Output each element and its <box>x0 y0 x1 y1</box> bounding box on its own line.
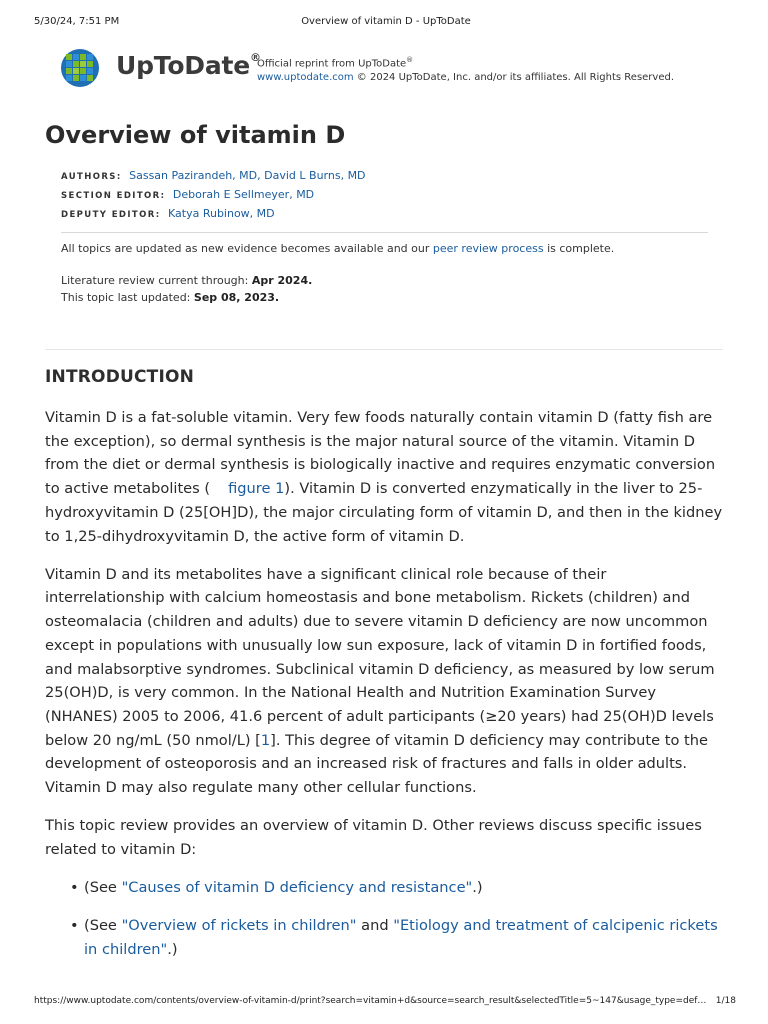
divider <box>45 349 723 350</box>
review-dates: Literature review current through: Apr 2024. This topic last updated: Sep 08, 2023. <box>61 274 313 304</box>
deputy-editor-row: DEPUTY EDITOR: Katya Rubinow, MD <box>61 207 275 220</box>
divider <box>61 232 708 233</box>
list-item: • (See "Overview of rickets in children" and "Etiology and treatment of calcipenic rickets in children".) <box>70 914 725 961</box>
update-notice: All topics are updated as new evidence becomes available and our peer review process is complete. <box>61 242 615 255</box>
print-header <box>34 16 738 30</box>
related-topics-list <box>70 876 725 962</box>
author-link[interactable]: Sassan Pazirandeh, MD <box>129 169 258 182</box>
print-url: https://www.uptodate.com/contents/overview-of-vitamin-d/print?search=vitamin+d&source=search_result&selectedTitle=5~147&usage_type=def… <box>34 996 707 1006</box>
reference-link[interactable]: 1 <box>260 731 271 749</box>
topic-link[interactable]: "Overview of rickets in children" <box>121 917 357 935</box>
deputy-editor-link[interactable]: Katya Rubinow, MD <box>168 207 275 220</box>
paragraph: Vitamin D is a fat-soluble vitamin. Very few foods naturally contain vitamin D (fatty fish are the exception), so dermal synthesis is the major natural source of the vitamin. Vitamin D from the diet or dermal synthesis is biologically inactive and requires enzymatic conversion to active metabolites ( figure 1). Vitamin D is converted enzymatically in the liver to 25-hydroxyvitamin D (25[OH]D), the major circulating form of vitamin D, and then in the kidney to 1,25-dihydroxyvitamin D, the active form of vitamin D. <box>45 409 723 545</box>
brand-header <box>60 48 700 88</box>
page-title: Overview of vitamin D <box>45 121 346 149</box>
paragraph: This topic review provides an overview of vitamin D. Other reviews discuss specific issues related to vitamin D: <box>45 817 702 858</box>
peer-review-link[interactable]: peer review process <box>432 242 544 255</box>
topic-link[interactable]: "Causes of vitamin D deficiency and resistance" <box>121 879 473 897</box>
page-number: 1/18 <box>715 996 736 1006</box>
print-footer <box>34 996 736 1010</box>
site-link[interactable]: www.uptodate.com <box>257 72 354 84</box>
reprint-notice: Official reprint from UpToDate® www.uptodate.com © 2024 UpToDate, Inc. and/or its affiliates. All Rights Reserved. <box>257 56 675 84</box>
author-link[interactable]: David L Burns, MD <box>264 169 366 182</box>
authors-row: AUTHORS: Sassan Pazirandeh, MD, David L Burns, MD <box>61 169 366 182</box>
article-body <box>45 406 725 976</box>
section-editor-row: SECTION EDITOR: Deborah E Sellmeyer, MD <box>61 188 315 201</box>
section-editor-link[interactable]: Deborah E Sellmeyer, MD <box>172 188 315 201</box>
topic-link[interactable]: "Etiology and treatment of calcipenic rickets in children" <box>84 917 718 959</box>
figure-link[interactable]: figure 1 <box>228 480 285 498</box>
list-item: • (See "Causes of vitamin D deficiency and resistance".) <box>70 876 725 900</box>
brand-name: UpToDate® <box>116 50 261 80</box>
print-datetime: 5/30/24, 7:51 PM <box>34 16 120 27</box>
uptodate-logo-icon <box>60 48 100 88</box>
paragraph: Vitamin D and its metabolites have a significant clinical role because of their interrelationship with calcium homeostasis and bone metabolism. Rickets (children) and osteomalacia (children and adults) due to severe vitamin D deficiency are now uncommon except in populations with unusually low sun exposure, lack of vitamin D in fortified foods, and malabsorptive syndromes. Subclinical vitamin D deficiency, as measured by low serum 25(OH)D, is very common. In the National Health and Nutrition Examination Survey (NHANES) 2005 to 2006, 41.6 percent of adult participants (≥20 years) had 25(OH)D levels below 20 ng/mL (50 nmol/L) [1]. This degree of vitamin D deficiency may contribute to the development of osteoporosis and an increased risk of fractures and falls in older adults. Vitamin D may also regulate many other cellular functions. <box>45 565 715 797</box>
article-meta <box>61 167 366 224</box>
print-doc-title: Overview of vitamin D - UpToDate <box>301 16 471 27</box>
section-heading: INTRODUCTION <box>45 367 195 387</box>
